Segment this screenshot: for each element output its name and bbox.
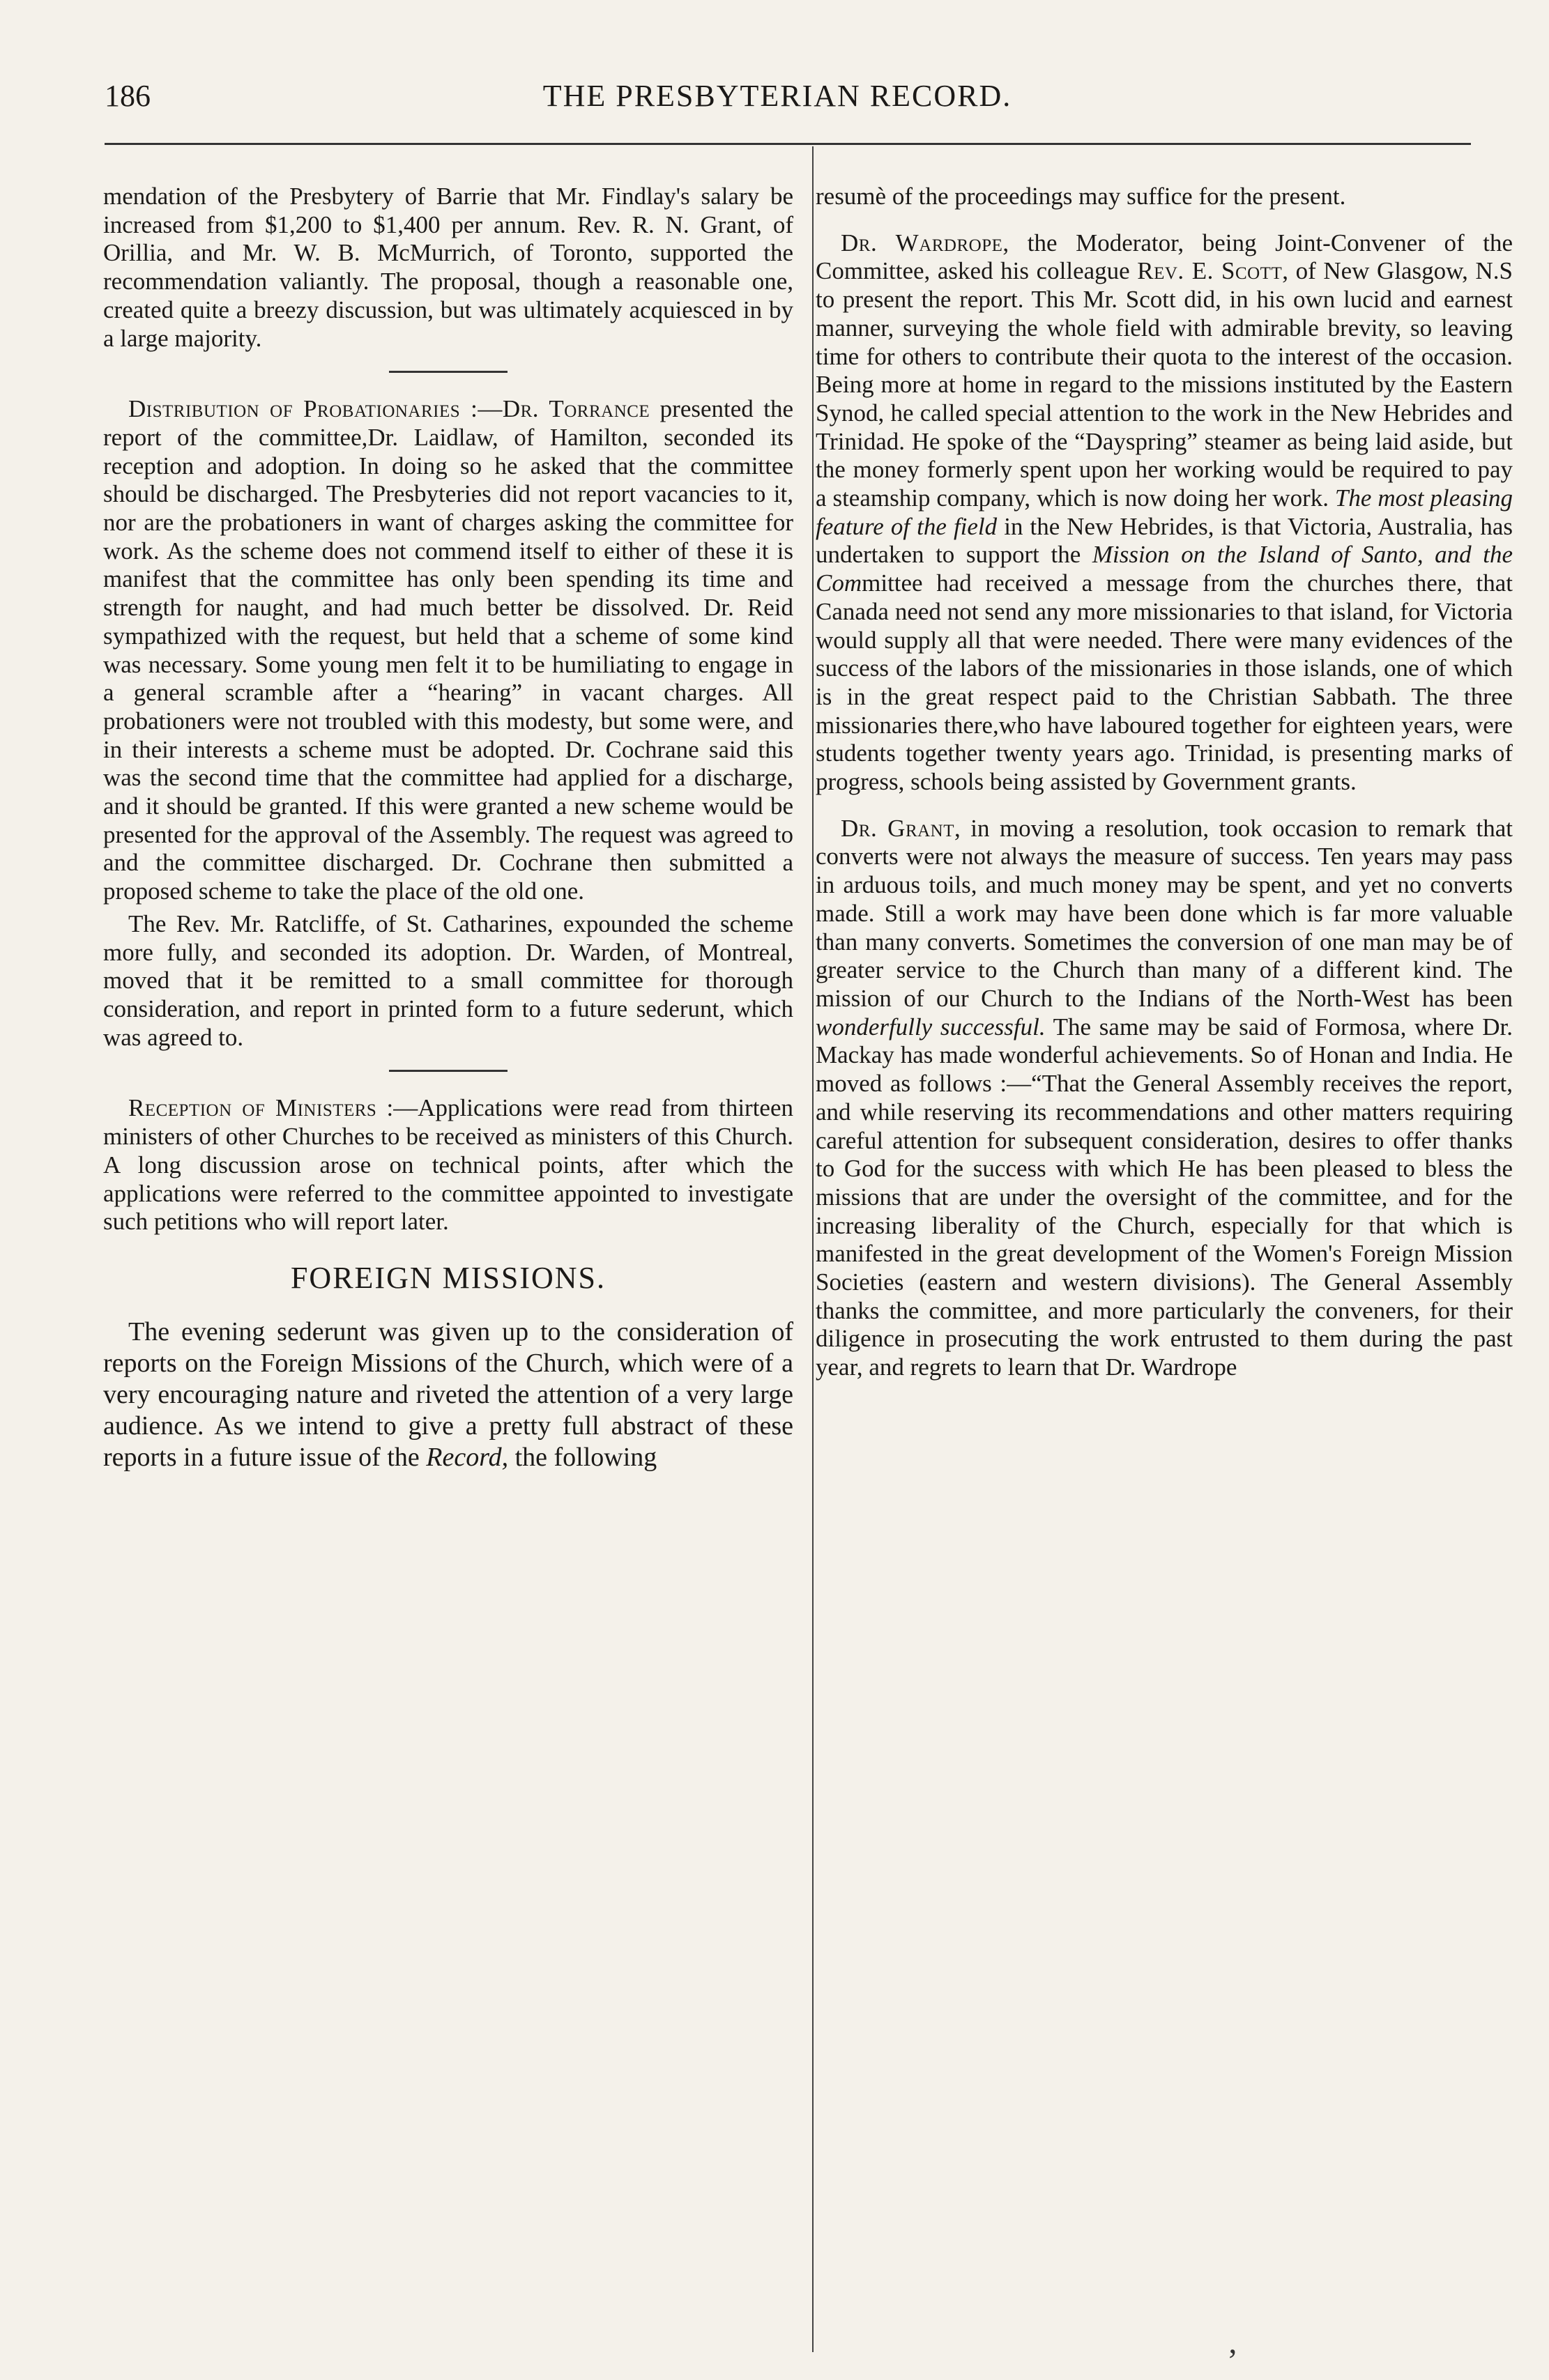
- paragraph-resume: resumè of the proceedings may suffice for the present.: [816, 183, 1346, 210]
- record-title: Record,: [426, 1442, 509, 1472]
- person-name: Rev. E. Scott: [1137, 257, 1283, 285]
- run-in-heading: Distribution of Probationaries :—Dr. Torrance: [128, 395, 650, 423]
- run-in-heading: Dr. Wardrope: [841, 229, 1003, 256]
- paragraph-findlay-salary: mendation of the Presbytery of Barrie that Mr. Findlay's salary be increased from $1,200 to $1,400 per annum. Rev. R. N. Grant, of Orillia, and Mr. W. B. McMurrich, of Toronto, supported the recommendation valiantly. The proposal, though a reasonable one, created quite a breezy discussion, but was ultimately acquiesced in by a large majority.: [103, 183, 793, 352]
- stray-mark: ’: [1227, 2342, 1238, 2379]
- header-rule: [105, 143, 1471, 145]
- run-in-heading: Dr. Grant: [841, 814, 955, 842]
- section-separator: [389, 371, 508, 373]
- paragraph-ratcliffe: The Rev. Mr. Ratcliffe, of St. Catharines, expounded the scheme more fully, and seconded its adoption. Dr. Warden, of Montreal, moved that it be remitted to a small committee for thorough consideration, and report in printed form to a future sederunt, which was agreed to.: [103, 909, 793, 1051]
- column-divider: [812, 146, 814, 2352]
- left-column: [103, 183, 793, 1477]
- page-header: [105, 78, 1450, 134]
- paragraph-distribution-probationaries: Distribution of Probationaries :—Dr. Torrance presented the report of the committee,Dr. Laidlaw, of Hamilton, seconded its reception and adoption. In doing so he asked that the committee should be discharged. The Presbyteries did not report vacancies to it, nor are the probationers in want of charges asking the committee for work. As the scheme does not commend itself to either of these it is manifest that the committee has only been spending its time and strength for naught, and had much better be dissolved. Dr. Reid sympathized with the request, but held that a scheme of some kind was necessary. Some young men felt it to be humiliating to engage in a general scramble after a “hearing” in vacant charges. All probationers were not troubled with this modesty, but some were, and in their interests a scheme must be adopted. Dr. Cochrane said this was the second time that the committee had applied for a discharge, and it should be granted. If this were granted a new scheme would be presented for the approval of the Assembly. The request was agreed to and the committee discharged. Dr. Cochrane then submitted a proposed scheme to take the place of the old one.: [103, 395, 793, 905]
- paragraph-reception-ministers: Reception of Ministers :—Applications were read from thirteen ministers of other Churches to be received as ministers of this Church. A long discussion arose on technical points, after which the applications were referred to the committee appointed to investigate such petitions who will report later.: [103, 1094, 793, 1236]
- paragraph-evening-sederunt: The evening sederunt was given up to the consideration of reports on the Foreign Missions of the Church, which were of a very encouraging nature and riveted the attention of a very large audience. As we intend to give a pretty full abstract of these reports in a future issue of the Record, the following: [103, 1316, 793, 1472]
- right-column: [816, 183, 1513, 1386]
- journal-title: THE PRESBYTERIAN RECORD.: [542, 79, 1012, 113]
- run-in-heading: Reception of Ministers: [128, 1094, 377, 1122]
- paragraph-grant: Dr. Grant, in moving a resolution, took occasion to remark that converts were not always the measure of success. Ten years may pass in arduous toils, and much money may be spent, and yet no converts made. Still a work may have been done which is far more valuable than many converts. Sometimes the conversion of one man may be of greater service to the Church than many of a different kind. The mission of our Church to the Indians of the North-West has been wonderfully successful. The same may be said of Formosa, where Dr. Mackay has made wonderful achievements. So of Honan and India. He moved as follows :—“That the General Assembly receives the report, and while reserving its recommendations and other matters requiring careful attention for subsequent consideration, desires to offer thanks to God for the success with which He has been pleased to bless the missions that are under the oversight of the committee, and for the increasing liberality of the Church, especially for that which is manifested in the great development of the Women's Foreign Mission Societies (eastern and western divisions). The General Assembly thanks the committee, and more particularly the conveners, for their diligence in prosecuting the work entrusted to them during the past year, and regrets to learn that Dr. Wardrope: [816, 814, 1513, 1381]
- page-number: 186: [105, 79, 151, 113]
- section-separator: [389, 1070, 508, 1072]
- section-title-foreign-missions: FOREIGN MISSIONS.: [290, 1260, 606, 1295]
- paragraph-wardrope: Dr. Wardrope, the Moderator, being Joint-Convener of the Committee, asked his colleague Rev. E. Scott, of New Glasgow, N.S to present the report. This Mr. Scott did, in his own lucid and earnest manner, surveying the whole field with admirable brevity, so leaving time for others to contribute their quota to the interest of the occasion. Being more at home in regard to the missions instituted by the Eastern Synod, he called special attention to the work in the New Hebrides and Trinidad. He spoke of the “Dayspring” steamer as being laid aside, but the money formerly spent upon her working would be required to pay a steamship company, which is now doing her work. The most pleasing feature of the field in the New Hebrides, is that Victoria, Australia, has undertaken to support the Mission on the Island of Santo, and the Committee had received a message from the churches there, that Canada need not send any more missionaries to that island, for Victoria would supply all that were needed. There were many evidences of the success of the labors of the missionaries in those islands, one of which is in the great respect paid to the Christian Sabbath. The three missionaries there,who have laboured together for eighteen years, were students together twenty years ago. Trinidad, is presenting marks of progress, schools being assisted by Government grants.: [816, 229, 1513, 796]
